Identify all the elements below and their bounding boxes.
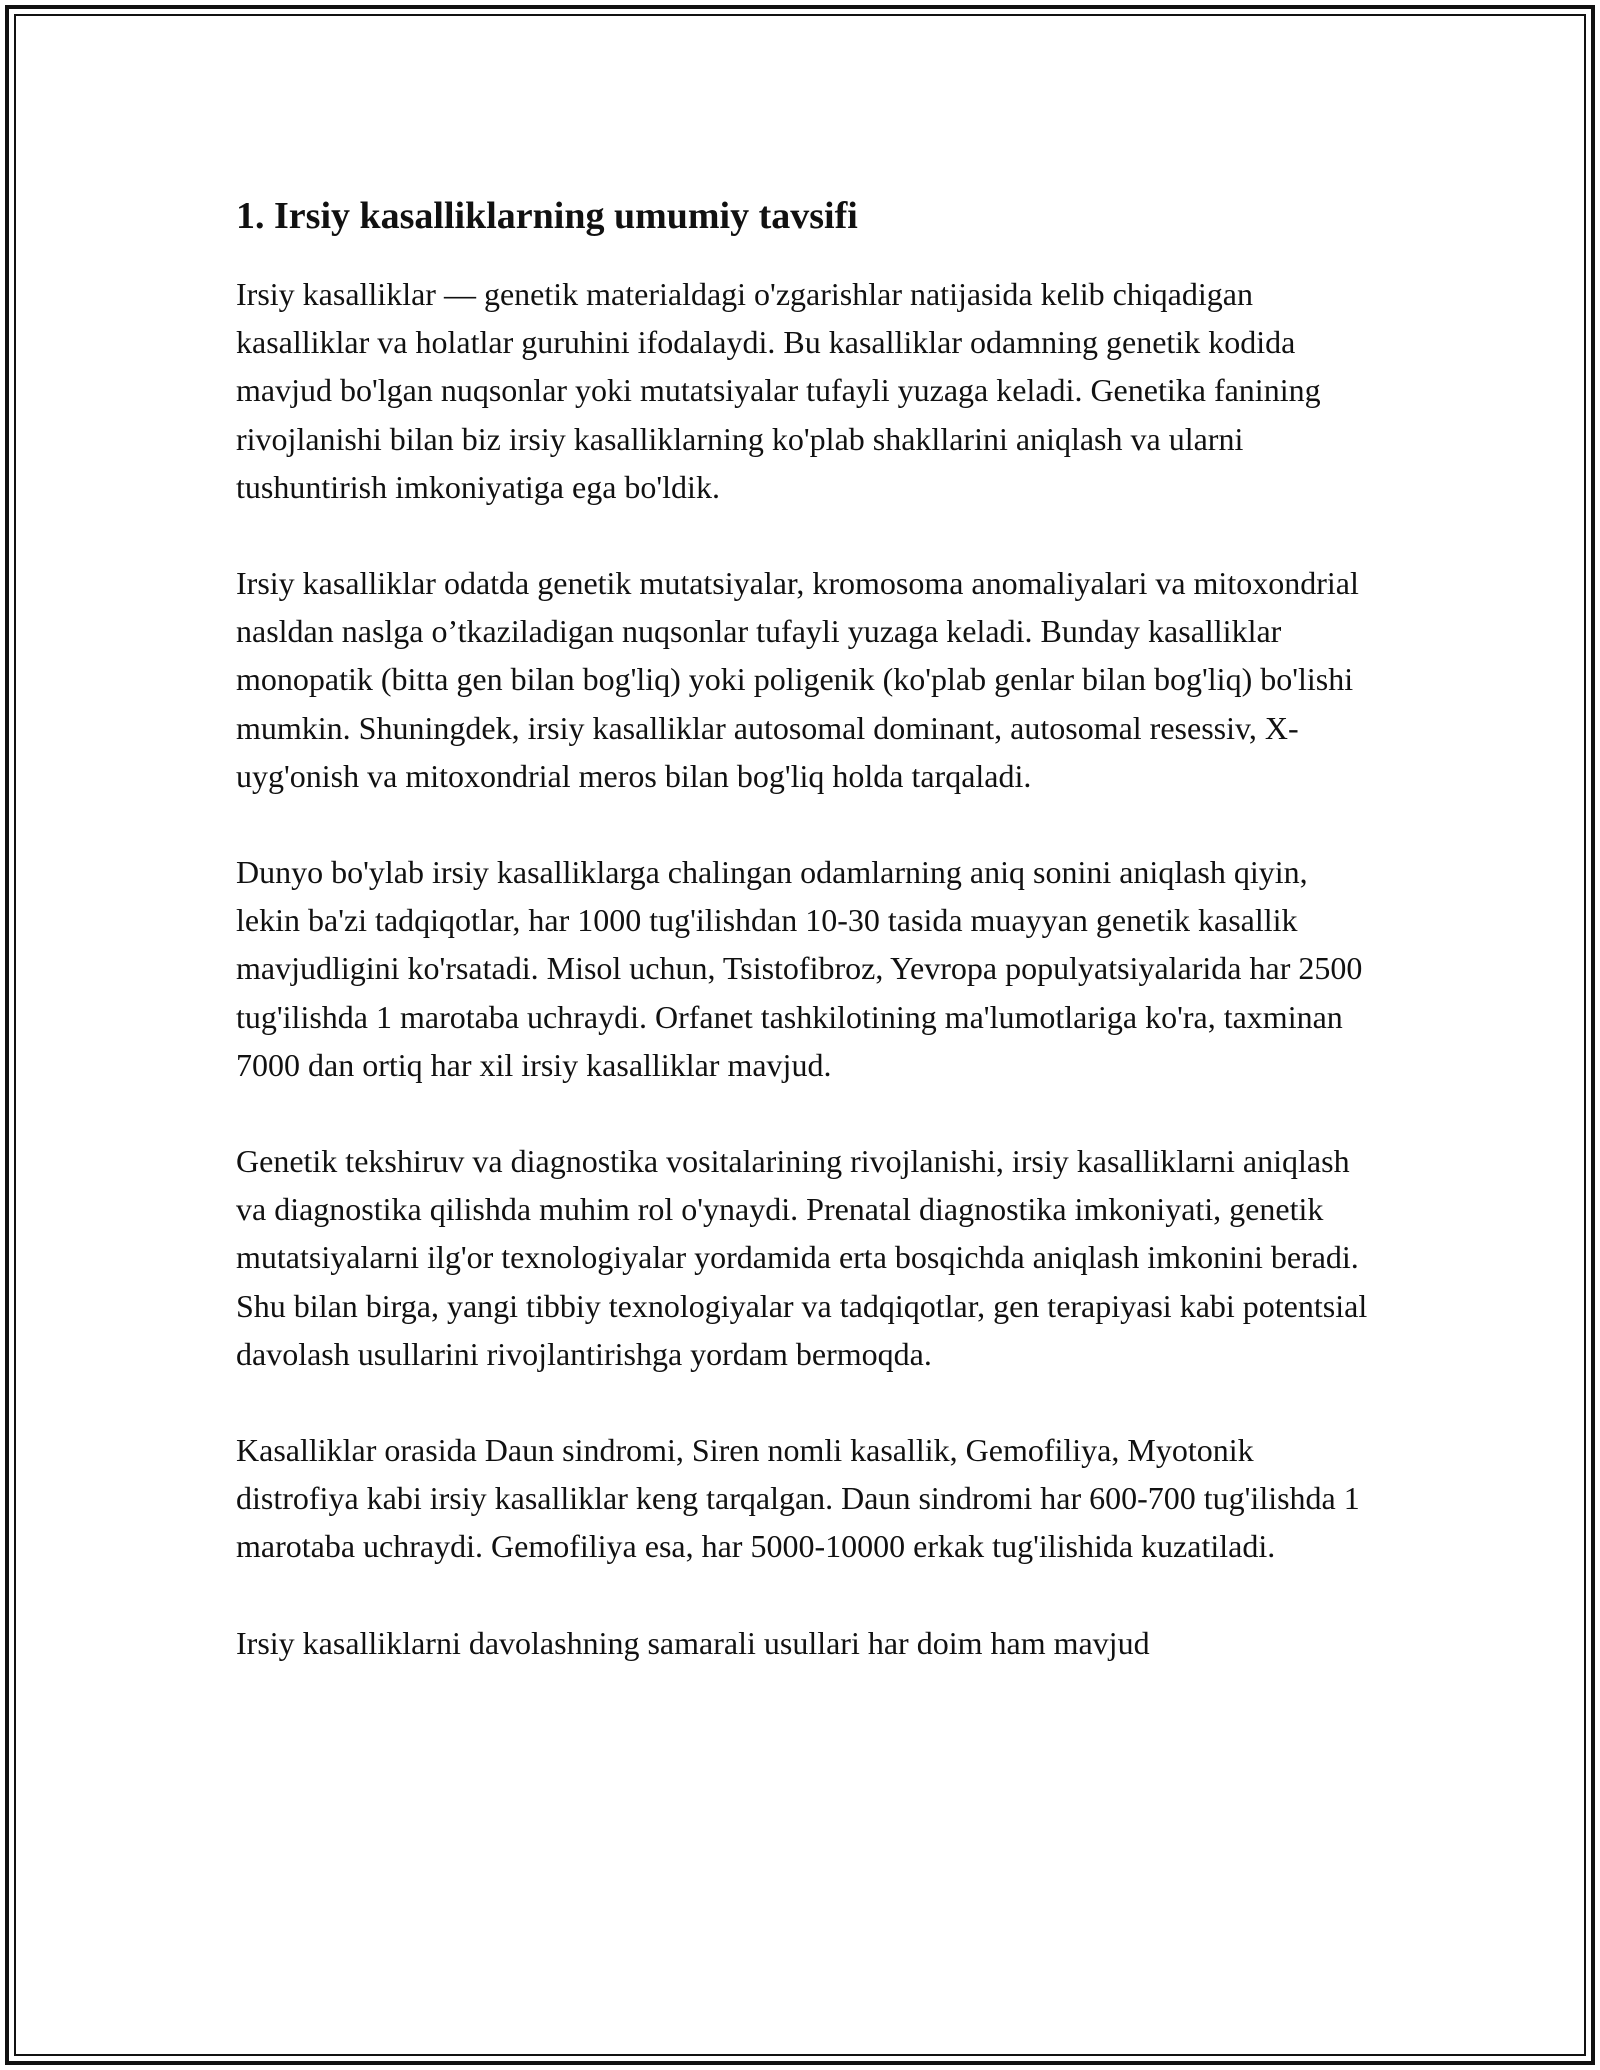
section-heading: 1. Irsiy kasalliklarning umumiy tavsifi — [236, 195, 858, 237]
paragraph-diagnostics: Genetik tekshiruv va diagnostika vositalarining rivojlanishi, irsiy kasalliklarni aniqlash va diagnostika qilishda muhim rol o'ynaydi. Prenatal diagnostika imkoniyati, genetik mutatsiyalarni ilg'or texnologiyalar yordamida erta bosqichda aniqlash imkonini beradi. Shu bilan birga, yangi tibbiy texnologiyalar va tadqiqotlar, gen terapiyasi kabi potentsial davolash usullarini rivojlantirishga yordam bermoqda. — [236, 1143, 1368, 1372]
paragraph-prevalence: Dunyo bo'ylab irsiy kasalliklarga chalingan odamlarning aniq sonini aniqlash qiyin, lekin ba'zi tadqiqotlar, har 1000 tug'ilishdan 10-30 tasida muayyan genetik kasallik mavjudligini ko'rsatadi. Misol uchun, Tsistofibroz, Yevropa populyatsiyalarida har 2500 tug'ilishda 1 marotaba uchraydi. Orfanet tashkilotining ma'lumotlariga ko'ra, taxminan 7000 dan ortiq har xil irsiy kasalliklar mavjud. — [236, 854, 1363, 1083]
paragraph-causes: Irsiy kasalliklar odatda genetik mutatsiyalar, kromosoma anomaliyalari va mitoxondrial nasldan naslga o’tkaziladigan nuqsonlar tufayli yuzaga keladi. Bunday kasalliklar monopatik (bitta gen bilan bog'liq) yoki poligenik (ko'plab genlar bilan bog'liq) bo'lishi mumkin. Shuningdek, irsiy kasalliklar autosomal dominant, autosomal resessiv, X-uyg'onish va mitoxondrial meros bilan bog'liq holda tarqaladi. — [236, 565, 1359, 794]
paragraph-examples: Kasalliklar orasida Daun sindromi, Siren nomli kasallik, Gemofiliya, Myotonik distrofiya kabi irsiy kasalliklar keng tarqalgan. Daun sindromi har 600-700 tug'ilishda 1 marotaba uchraydi. Gemofiliya esa, har 5000-10000 erkak tug'ilishida kuzatiladi. — [236, 1432, 1360, 1565]
paragraph-definition: Irsiy kasalliklar — genetik materialdagi o'zgarishlar natijasida kelib chiqadigan kasalliklar va holatlar guruhini ifodalaydi. Bu kasalliklar odamning genetik kodida mavjud bo'lgan nuqsonlar yoki mutatsiyalar tufayli yuzaga keladi. Genetika fanining rivojlanishi bilan biz irsiy kasalliklarning ko'plab shakllarini aniqlash va ularni tushuntirish imkoniyatiga ega bo'ldik. — [236, 276, 1321, 505]
document-body — [236, 190, 1376, 1715]
paragraph-treatment: Irsiy kasalliklarni davolashning samarali usullari har doim ham mavjud — [236, 1624, 1150, 1661]
